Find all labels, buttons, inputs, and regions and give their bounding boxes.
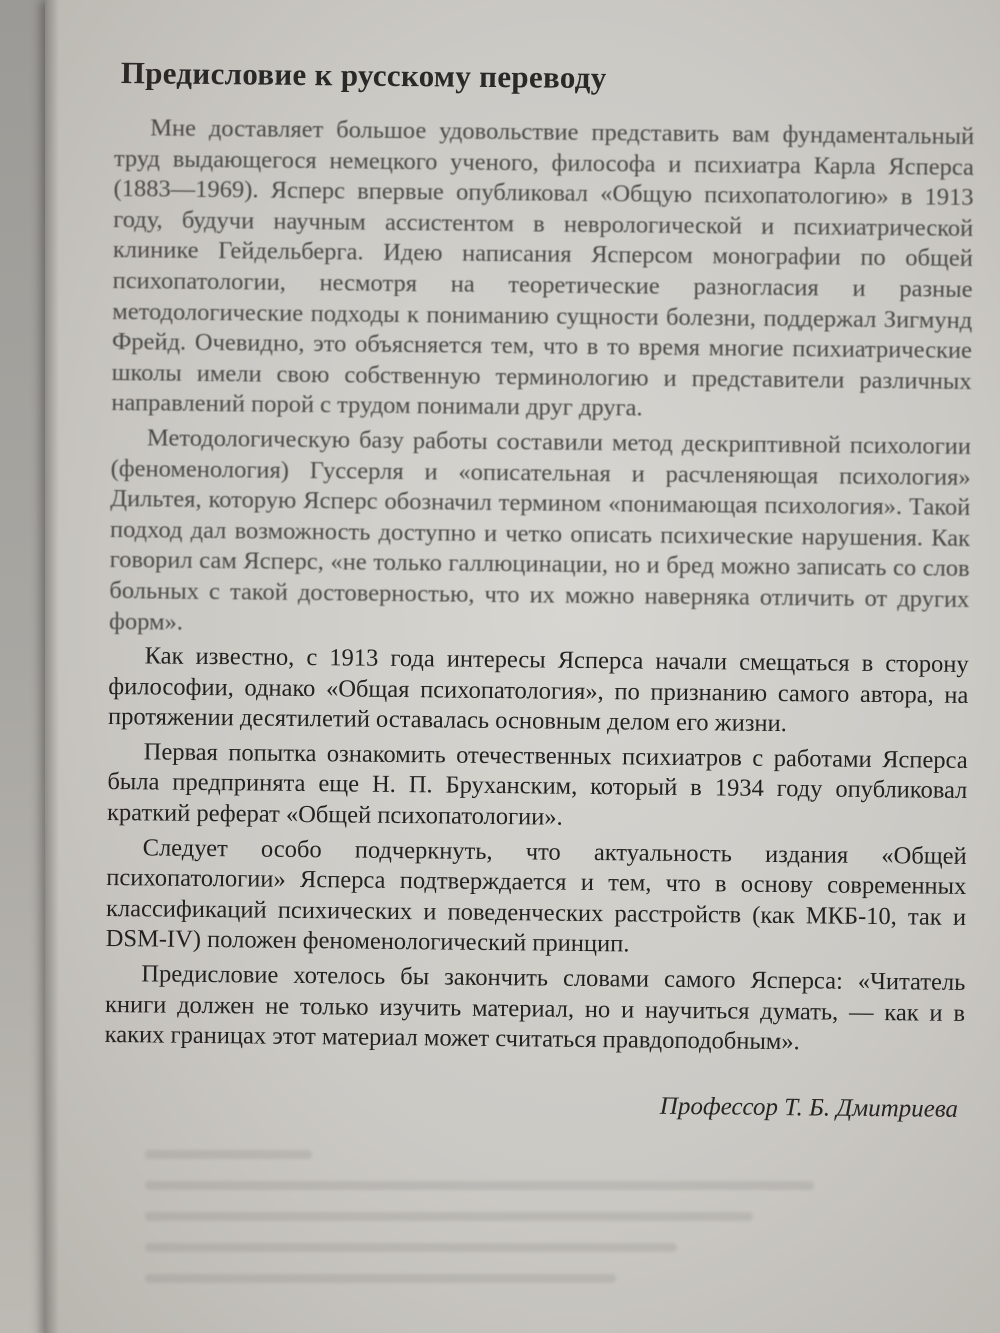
- page-gutter-shadow: [45, 0, 59, 1333]
- show-through-text: [145, 1150, 905, 1330]
- paragraph-5: Следует особо подчеркнуть, что актуальность издания «Общей психопатологии» Ясперса подтверждается и тем, что в основу современных классификаций психических и поведенческих расстройств (как МКБ-10, так и DSM-IV) положен феноменологический принцип.: [105, 833, 967, 958]
- paragraph-6: Предисловие хотелось бы закончить словами самого Ясперса: «Читатель книги должен не только изучить материал, но и научиться думать, — как и в каких границах этот материал может считаться правдоподобным».: [104, 960, 966, 1056]
- paragraph-3: Как известно, с 1913 года интересы Ясперса начали смещаться в сторону философии, однако «Общая психопатология», по признанию самого автора, на протяжении десятилетий оставалась основным делом его жизни.: [107, 642, 969, 738]
- page-heading: Предисловие к русскому переводу: [120, 55, 607, 96]
- text-block: [104, 55, 975, 1124]
- paragraph-2: Методологическую базу работы составили метод дескриптивной психологии (феноменология) Гуссерля и «описательная и расчленяющая психология» Дильтея, которую Ясперс обозначил термином «понимающая психология». Такой подход дал возможность доступно и четко описать психические нарушения. Как говорил сам Ясперс, «не только галлюцинации, но и бред можно записать со слов больных с такой достоверностью, что их можно наверняка отличить от других форм».: [108, 424, 972, 636]
- signature: Профессор Т. Б. Дмитриева: [659, 1092, 959, 1123]
- book-page: [45, 0, 1000, 1333]
- paragraph-4: Первая попытка ознакомить отечественных психиатров с работами Ясперса была предпринята еще Н. П. Бруханским, который в 1934 году опубликовал краткий реферат «Общей психопатологии».: [106, 738, 968, 831]
- paragraph-1: Мне доставляет большое удовольствие представить вам фундаментальный труд выдающегося немецкого ученого, философа и психиатра Карла Ясперса (1883—1969). Ясперс впервые опубликовал «Общую психопатологию» в 1913 году, будучи научным ассистентом в неврологической и психиатрической клинике Гейдельберга. Идею написания Ясперсом монографии по общей психопатологии, несмотря на теоретические разногласия и разные методологические подходы к пониманию сущности болезни, поддержал Зигмунд Фрейд. Очевидно, это объясняется тем, что в то время многие психиатрические школы имели свою собственную терминологию и представители различных направлений порой с трудом понимали друг друга.: [111, 114, 975, 422]
